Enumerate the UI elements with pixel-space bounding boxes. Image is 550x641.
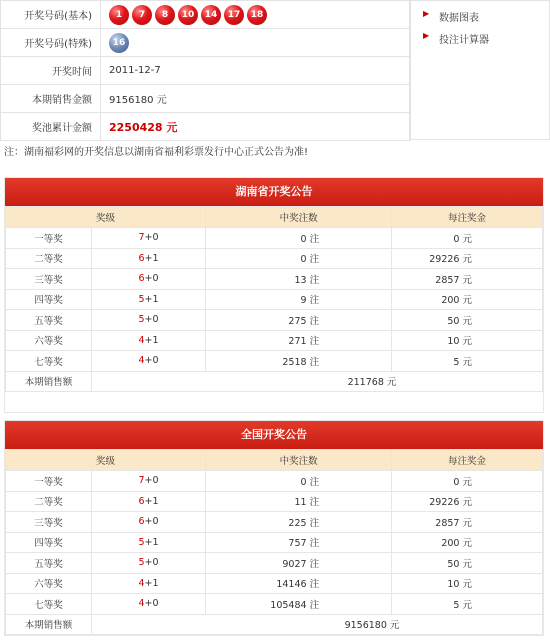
national-announcement-panel <box>4 420 544 636</box>
match-cell: 4+1 <box>92 573 206 594</box>
basic-numbers-label: 开奖号码(基本) <box>1 1 101 29</box>
hunan-announcement-title: 湖南省开奖公告 <box>5 178 543 206</box>
pool-row <box>1 113 410 141</box>
national-announcement-title: 全国开奖公告 <box>5 421 543 449</box>
count-cell: 13 注 <box>206 269 392 290</box>
red-ball: 14 <box>201 5 221 25</box>
hunan-announcement-panel <box>4 177 544 413</box>
match-cell: 4+1 <box>92 330 206 351</box>
red-ball: 1 <box>109 5 129 25</box>
count-cell: 271 注 <box>206 330 392 351</box>
table-row <box>6 248 543 269</box>
bet-calculator-label: 投注计算器 <box>439 35 489 46</box>
prize-cell: 5 元 <box>392 351 543 372</box>
table-row <box>6 553 543 574</box>
table-row <box>6 269 543 290</box>
table-header <box>6 450 543 471</box>
table-row <box>6 532 543 553</box>
sales-value: 9156180 元 <box>101 85 410 113</box>
count-cell: 11 注 <box>206 491 392 512</box>
red-ball: 8 <box>155 5 175 25</box>
header-prize: 每注奖金 <box>392 207 543 228</box>
level-cell: 七等奖 <box>6 594 92 615</box>
count-cell: 225 注 <box>206 512 392 533</box>
prize-cell: 0 元 <box>392 471 543 492</box>
data-chart-link[interactable] <box>423 9 479 24</box>
special-number-row <box>1 29 410 57</box>
table-row <box>6 512 543 533</box>
level-cell: 六等奖 <box>6 573 92 594</box>
header-prize: 每注奖金 <box>392 450 543 471</box>
draw-date-value: 2011-12-7 <box>101 57 410 85</box>
count-cell: 9 注 <box>206 289 392 310</box>
header-count: 中奖注数 <box>206 450 392 471</box>
prize-cell: 0 元 <box>392 228 543 249</box>
level-cell: 一等奖 <box>6 228 92 249</box>
match-cell: 4+0 <box>92 351 206 372</box>
match-cell: 4+0 <box>92 594 206 615</box>
hunan-prize-table <box>5 206 543 392</box>
level-cell: 七等奖 <box>6 351 92 372</box>
sales-label: 本期销售金额 <box>1 85 101 113</box>
match-cell: 6+0 <box>92 512 206 533</box>
count-cell: 9027 注 <box>206 553 392 574</box>
sales-total-row <box>6 371 543 392</box>
match-cell: 6+1 <box>92 248 206 269</box>
level-cell: 二等奖 <box>6 248 92 269</box>
table-row <box>6 491 543 512</box>
table-row <box>6 351 543 372</box>
sales-row <box>1 85 410 113</box>
prize-cell: 50 元 <box>392 553 543 574</box>
draw-date-label: 开奖时间 <box>1 57 101 85</box>
panel-footer <box>5 392 543 412</box>
national-prize-table <box>5 449 543 635</box>
draw-info-table <box>0 0 410 141</box>
draw-info-section <box>0 0 550 141</box>
pool-label: 奖池累计金额 <box>1 113 101 141</box>
red-ball: 7 <box>132 5 152 25</box>
triangle-right-icon: ▶ <box>423 9 430 18</box>
sales-total-value: 9156180 元 <box>92 614 543 635</box>
level-cell: 六等奖 <box>6 330 92 351</box>
level-cell: 五等奖 <box>6 310 92 331</box>
table-row <box>6 594 543 615</box>
count-cell: 0 注 <box>206 248 392 269</box>
header-level: 奖级 <box>6 450 206 471</box>
level-cell: 三等奖 <box>6 269 92 290</box>
prize-cell: 10 元 <box>392 330 543 351</box>
match-cell: 7+0 <box>92 228 206 249</box>
prize-cell: 29226 元 <box>392 491 543 512</box>
level-cell: 二等奖 <box>6 491 92 512</box>
draw-date-row <box>1 57 410 85</box>
prize-cell: 200 元 <box>392 532 543 553</box>
match-cell: 6+1 <box>92 491 206 512</box>
sales-total-label: 本期销售额 <box>6 614 92 635</box>
prize-cell: 5 元 <box>392 594 543 615</box>
count-cell: 0 注 <box>206 228 392 249</box>
level-cell: 四等奖 <box>6 289 92 310</box>
prize-cell: 10 元 <box>392 573 543 594</box>
pool-value: 2250428 元 <box>109 120 178 134</box>
table-header <box>6 207 543 228</box>
count-cell: 14146 注 <box>206 573 392 594</box>
match-cell: 5+0 <box>92 553 206 574</box>
prize-cell: 2857 元 <box>392 512 543 533</box>
prize-cell: 29226 元 <box>392 248 543 269</box>
triangle-right-icon: ▶ <box>423 31 430 40</box>
red-ball: 17 <box>224 5 244 25</box>
header-count: 中奖注数 <box>206 207 392 228</box>
disclaimer-note: 注：湖南福彩网的开奖信息以湖南省福利彩票发行中心正式公告为准! <box>4 147 309 158</box>
level-cell: 五等奖 <box>6 553 92 574</box>
bet-calculator-link[interactable] <box>423 31 489 46</box>
match-cell: 6+0 <box>92 269 206 290</box>
prize-cell: 50 元 <box>392 310 543 331</box>
table-row <box>6 289 543 310</box>
side-links-panel <box>410 0 550 140</box>
match-cell: 5+0 <box>92 310 206 331</box>
sales-total-value: 211768 元 <box>92 371 543 392</box>
table-row <box>6 310 543 331</box>
blue-ball: 16 <box>109 33 129 53</box>
match-cell: 7+0 <box>92 471 206 492</box>
red-ball: 18 <box>247 5 267 25</box>
level-cell: 一等奖 <box>6 471 92 492</box>
sales-total-label: 本期销售额 <box>6 371 92 392</box>
count-cell: 0 注 <box>206 471 392 492</box>
header-level: 奖级 <box>6 207 206 228</box>
count-cell: 757 注 <box>206 532 392 553</box>
match-cell: 5+1 <box>92 532 206 553</box>
prize-cell: 2857 元 <box>392 269 543 290</box>
match-cell: 5+1 <box>92 289 206 310</box>
basic-numbers <box>101 1 410 29</box>
table-row <box>6 471 543 492</box>
sales-total-row <box>6 614 543 635</box>
level-cell: 三等奖 <box>6 512 92 533</box>
count-cell: 275 注 <box>206 310 392 331</box>
prize-cell: 200 元 <box>392 289 543 310</box>
count-cell: 105484 注 <box>206 594 392 615</box>
data-chart-label: 数据图表 <box>439 13 479 24</box>
table-row <box>6 573 543 594</box>
level-cell: 四等奖 <box>6 532 92 553</box>
table-row <box>6 330 543 351</box>
red-ball: 10 <box>178 5 198 25</box>
basic-numbers-row <box>1 1 410 29</box>
special-number-label: 开奖号码(特殊) <box>1 29 101 57</box>
table-row <box>6 228 543 249</box>
count-cell: 2518 注 <box>206 351 392 372</box>
